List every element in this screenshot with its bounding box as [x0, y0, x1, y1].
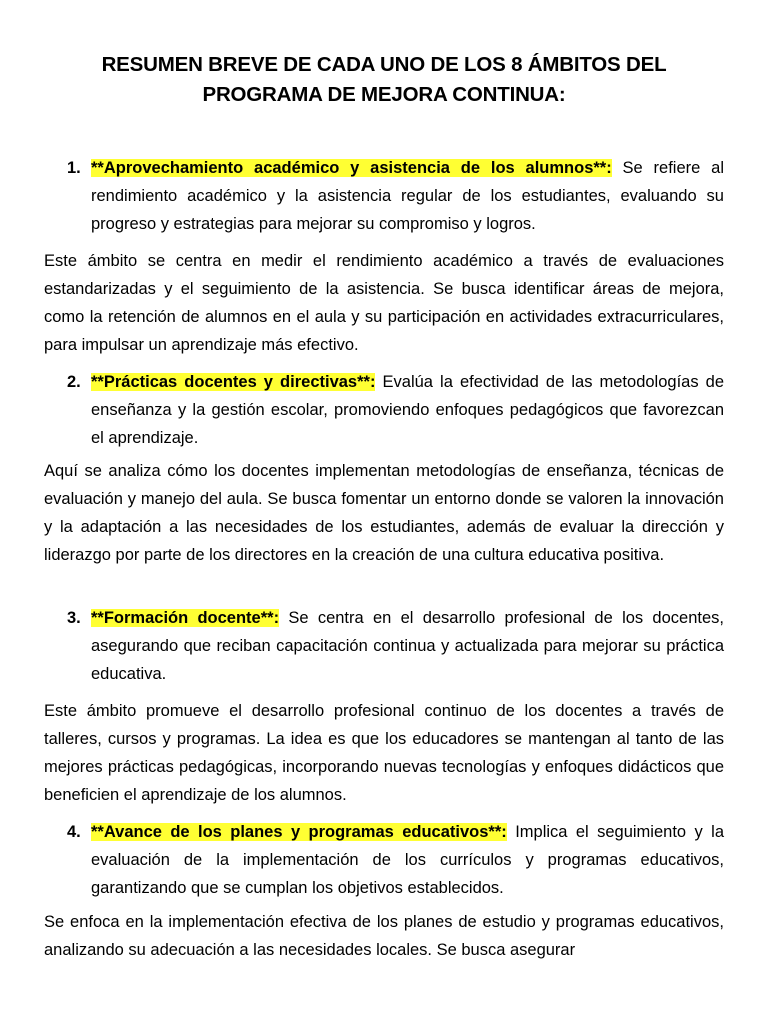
list-item-number: 2.	[67, 373, 81, 391]
highlighted-heading: **Formación docente**:	[91, 609, 280, 627]
list-item-text	[91, 604, 724, 688]
highlighted-heading: **Avance de los planes y programas educativos**:	[91, 823, 507, 841]
list-item-number: 3.	[67, 609, 81, 627]
section-paragraph-4: Se enfoca en la implementación efectiva de los planes de estudio y programas educativos, analizando su adecuación a las necesidades locales. Se busca asegurar	[44, 913, 724, 959]
list-item-text	[91, 368, 724, 452]
list-item-text	[91, 154, 724, 238]
list-item-1	[64, 154, 724, 238]
section-paragraph-2: Aquí se analiza cómo los docentes implementan metodologías de enseñanza, técnicas de evaluación y manejo del aula. Se busca fomentar un entorno donde se valoren la innovación y la adaptación a las necesidades de los estudiantes, además de evaluar la dirección y liderazgo por parte de los directores en la creación de una cultura educativa positiva.	[44, 462, 724, 564]
highlighted-heading: **Prácticas docentes y directivas**:	[91, 373, 376, 391]
title-line-2: PROGRAMA DE MEJORA CONTINUA:	[202, 83, 566, 106]
list-item-number: 1.	[67, 159, 81, 177]
list-item-4	[64, 818, 724, 902]
list-item-summary: Se refiere al rendimiento académico y la asistencia regular de los estudiantes, evaluando su progreso y estrategias para mejorar su compromiso y logros.	[91, 159, 724, 233]
highlighted-heading: **Aprovechamiento académico y asistencia de los alumnos**:	[91, 159, 612, 177]
title-line-1: RESUMEN BREVE DE CADA UNO DE LOS 8 ÁMBITOS DEL	[101, 53, 667, 76]
list-item-summary: Se centra en el desarrollo profesional de los docentes, asegurando que reciban capacitación continua y actualizada para mejorar su práctica educativa.	[91, 609, 724, 683]
list-item-text	[91, 818, 724, 902]
list-item-2	[64, 368, 724, 452]
list-item-number: 4.	[67, 823, 81, 841]
section-paragraph-3: Este ámbito promueve el desarrollo profesional continuo de los docentes a través de talleres, cursos y programas. La idea es que los educadores se mantengan al tanto de las mejores prácticas pedagógicas, incorporando nuevas tecnologías y enfoques didácticos que beneficien el aprendizaje de los alumnos.	[44, 702, 724, 804]
document-title	[0, 50, 768, 110]
list-item-summary: Evalúa la efectividad de las metodologías de enseñanza y la gestión escolar, promoviendo enfoques pedagógicos que favorezcan el aprendizaje.	[91, 373, 724, 447]
list-item-summary: Implica el seguimiento y la evaluación de la implementación de los currículos y programas educativos, garantizando que se cumplan los objetivos establecidos.	[91, 823, 724, 897]
list-item-3	[64, 604, 724, 688]
section-paragraph-1: Este ámbito se centra en medir el rendimiento académico a través de evaluaciones estandarizadas y el seguimiento de la asistencia. Se busca identificar áreas de mejora, como la retención de alumnos en el aula y su participación en actividades extracurriculares, para impulsar un aprendizaje más efectivo.	[44, 252, 724, 354]
